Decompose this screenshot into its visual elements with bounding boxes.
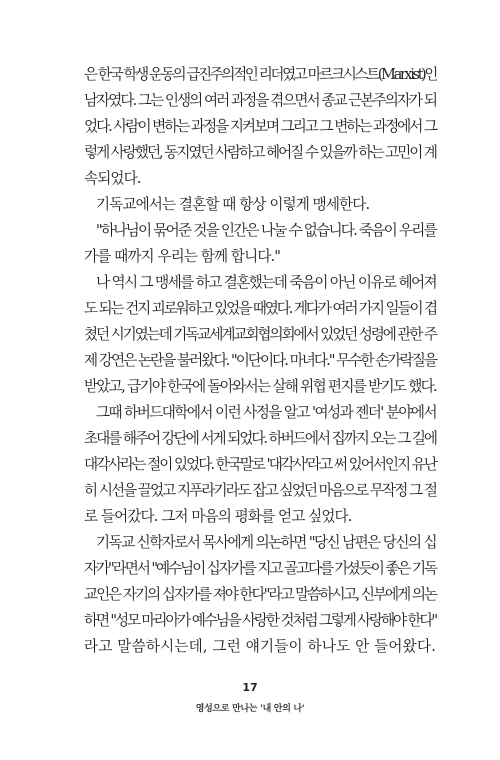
text-line: 가를 때까지 우리는 함께 합니다." bbox=[84, 248, 281, 265]
text-line: 은 한국 학생 운동의 급진주의적인 리더였고 마르크시스트(Marxist)인 bbox=[84, 66, 436, 83]
text-line: 대각사라는 절이 있었다. 한국말로 '대각사'라고 써 있어서인지 유난 bbox=[84, 456, 436, 473]
text-line: 그때 하버드대학에서 이런 사정을 알고 '여성과 젠더' 분야에서 bbox=[96, 404, 436, 421]
text-line: 렇게 사랑했던, 동지였던 사람하고 헤어질 수 있을까 하는 고민이 계 bbox=[84, 144, 436, 161]
text-line: 도 되는 건지 괴로워하고 있었을 때였다. 게다가 여러 가지 일들이 겹 bbox=[84, 300, 436, 317]
page-number: 17 bbox=[242, 681, 258, 694]
text-line: "하나님이 묶어준 것을 인간은 나눌 수 없습니다. 죽음이 우리를 bbox=[96, 222, 436, 239]
text-line: 라고 말씀하시는데, 그런 얘기들이 하나도 안 들어왔다. bbox=[84, 638, 436, 655]
text-line: 기독교에서는 결혼할 때 항상 이렇게 맹세한다. bbox=[96, 196, 370, 213]
text-line: 히 시선을 끌었고 지푸라기라도 잡고 싶었던 마음으로 무작정 그 절 bbox=[84, 482, 436, 499]
running-title: 영성으로 만나는 '내 안의 나' bbox=[195, 704, 305, 714]
text-line: 하면 "성모 마리아가 예수님을 사랑한 것처럼 그렇게 사랑해야 한다" bbox=[84, 612, 436, 629]
text-line: 제 강연은 논란을 불러왔다. "이단이다. 마녀다." 무수한 손가락질을 bbox=[84, 352, 436, 369]
text-line: 쳤던 시기였는데 기독교세계교회협의회에서 있었던 성령에 관한 주 bbox=[84, 326, 436, 343]
text-line: 기독교 신학자로서 목사에게 의논하면 "당신 남편은 당신의 십 bbox=[96, 534, 436, 551]
text-line: 속되었다. bbox=[84, 170, 141, 187]
text-line: 자가"라면서 "예수님이 십자가를 지고 골고다를 가셨듯이 좋은 기독 bbox=[84, 560, 436, 577]
text-line: 받았고, 급기야 한국에 돌아와서는 살해 위협 편지를 받기도 했다. bbox=[84, 378, 436, 395]
text-line: 남자였다. 그는 인생의 여러 과정을 겪으면서 종교 근본주의자가 되 bbox=[84, 92, 436, 109]
text-line: 초대를 해주어 강단에 서게 되었다. 하버드에서 집까지 오는 그 길에 bbox=[84, 430, 436, 447]
text-line: 었다. 사람이 변하는 과정을 지켜보며 그리고 그 변하는 과정에서 그 bbox=[84, 118, 436, 135]
text-line: 로 들어갔다. 그저 마음의 평화를 얻고 싶었다. bbox=[84, 508, 352, 525]
text-line: 나 역시 그 맹세를 하고 결혼했는데 죽음이 아닌 이유로 헤어져 bbox=[96, 274, 436, 291]
text-line: 교인은 자기의 십자가를 져야 한다"라고 말씀하시고, 신부에게 의논 bbox=[84, 586, 436, 603]
